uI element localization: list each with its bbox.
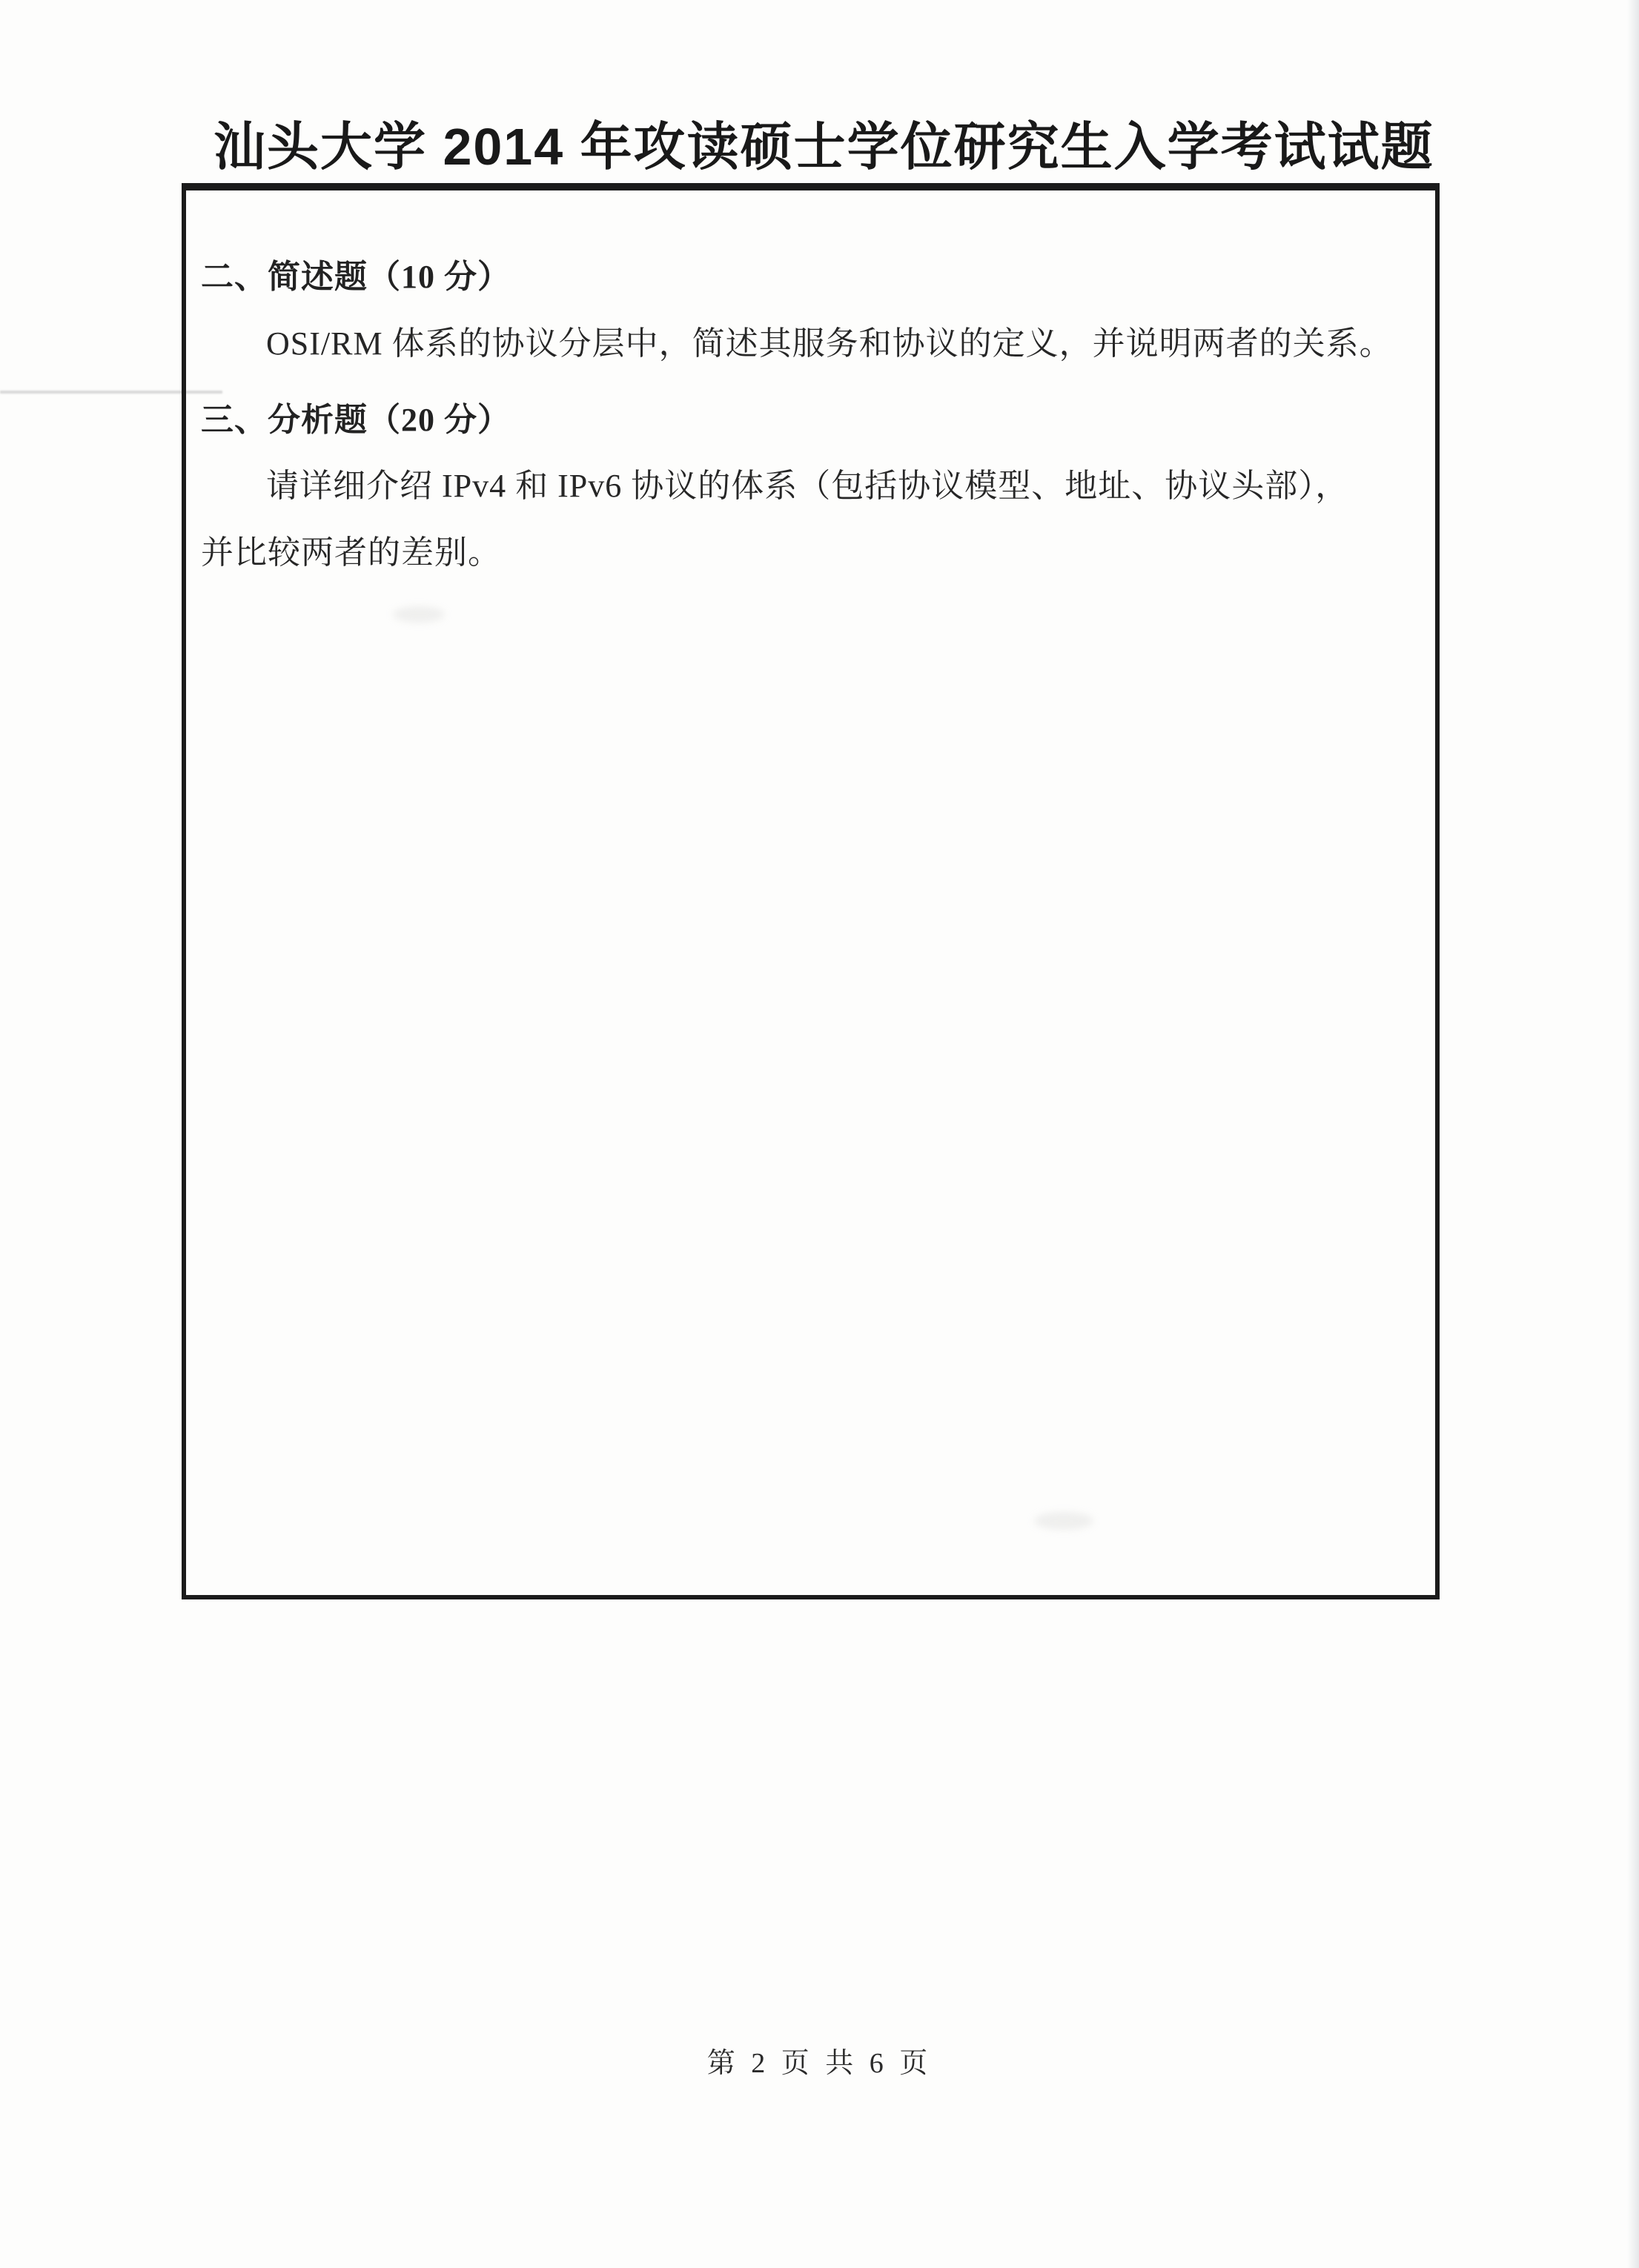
section-3-body-line: 并比较两者的差别。	[201, 534, 501, 571]
question-border-box	[182, 183, 1440, 1599]
section-3-heading: 三、分析题（20 分）	[201, 402, 511, 438]
section-2-heading: 二、简述题（10 分）	[201, 259, 511, 295]
section-3-body-line: 请详细介绍 IPv4 和 IPv6 协议的体系（包括协议模型、地址、协议头部），	[266, 468, 1349, 504]
section-3-body	[201, 453, 1424, 586]
section-2-body-line: OSI/RM 体系的协议分层中，简述其服务和协议的定义，并说明两者的关系。	[266, 325, 1393, 362]
page-number-indicator: 第 2 页 共 6 页	[706, 2048, 933, 2079]
scan-artifact-right-edge	[1627, 0, 1639, 2268]
section-2-body	[201, 311, 1424, 377]
page-title: 汕头大学 2014 年攻读硕士学位研究生入学考试试题	[213, 118, 1434, 176]
